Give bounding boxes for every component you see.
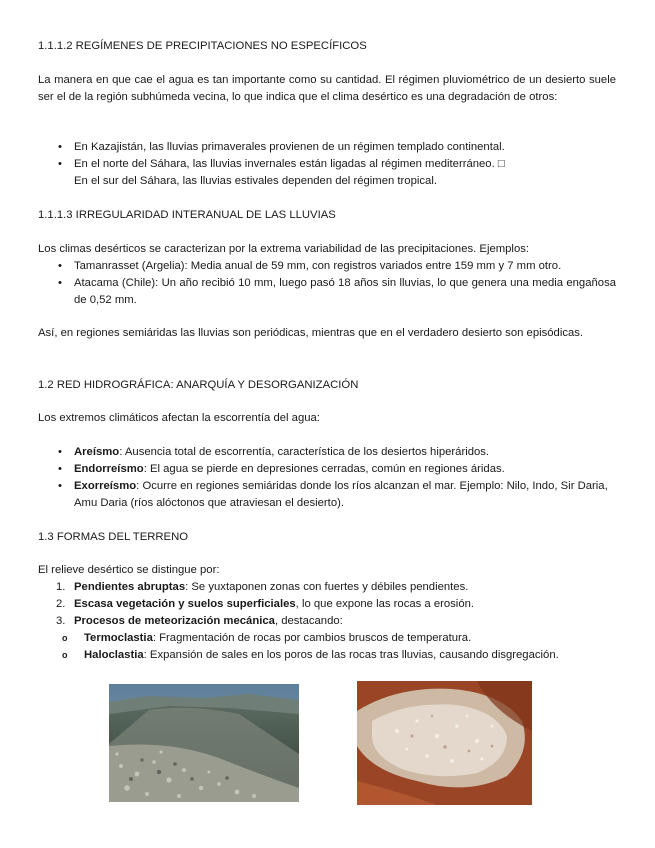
sub-bullet-marker: o [62, 650, 68, 660]
list-item-sur-sahara: En el sur del Sáhara, las lluvias estivales dependen del régimen tropical. [74, 175, 437, 187]
term-termoclastia: Termoclastia [84, 632, 153, 644]
desert-slope-photo [109, 684, 299, 802]
list-item-atacama: Atacama (Chile): Un año recibió 10 mm, luego pasó 18 años sin lluvias, lo que genera una media engañosa de 0,52 mm. [74, 277, 616, 306]
definition-text: : El agua se pierde en depresiones cerradas, común en regiones áridas. [143, 463, 505, 475]
list-item-exorreismo [74, 478, 616, 512]
definition-text: : Ausencia total de escorrentía, característica de los desiertos hiperáridos. [119, 446, 490, 458]
term-exorreismo: Exorreísmo [74, 480, 137, 492]
list-item-pendientes [74, 579, 616, 596]
list-item-norte-sahara: En el norte del Sáhara, las lluvias invernales están ligadas al régimen mediterráneo. □ [74, 158, 505, 170]
section-heading-1-3: 1.3 FORMAS DEL TERRENO [38, 531, 189, 543]
section-heading-1-1-1-2: 1.1.1.2 REGÍMENES DE PRECIPITACIONES NO ESPECÍFICOS [38, 40, 367, 52]
section-heading-1-1-1-3: 1.1.1.3 IRREGULARIDAD INTERANUAL DE LAS LLUVIAS [38, 209, 336, 221]
term-endorreismo: Endorreísmo [74, 463, 144, 475]
bullet-marker: • [58, 141, 62, 153]
list-number: 2. [56, 598, 66, 610]
section-heading-1-2: 1.2 RED HIDROGRÁFICA: ANARQUÍA Y DESORGANIZACIÓN [38, 379, 359, 391]
term-vegetacion: Escasa vegetación y suelos superficiales [74, 598, 296, 610]
paragraph-runoff-intro: Los extremos climáticos afectan la escorrentía del agua: [38, 412, 320, 424]
term-pendientes: Pendientes abruptas [74, 581, 186, 593]
sub-bullet-marker: o [62, 633, 68, 643]
term-areismo: Areísmo [74, 446, 120, 458]
list-item-meteorizacion [74, 613, 616, 630]
sub-item-haloclastia [84, 647, 624, 664]
list-item-kazajistan: En Kazajistán, las lluvias primaverales provienen de un régimen templado continental. [74, 141, 505, 153]
paragraph-precipitation-regimes: La manera en que cae el agua es tan importante como su cantidad. El régimen pluviométrico de un desierto suele ser el de la región subhúmeda vecina, lo que indica que el clima desértico es una degradación de otros: [38, 74, 616, 103]
sub-item-termoclastia [84, 630, 624, 647]
list-item-tamanrasset: Tamanrasset (Argelia): Media anual de 59 mm, con registros variados entre 159 mm y 7 mm otro. [74, 260, 562, 272]
term-haloclastia: Haloclastia [84, 649, 144, 661]
list-item-vegetacion [74, 596, 616, 613]
salt-crystals-photo [357, 681, 532, 805]
list-item-areismo [74, 444, 616, 461]
paragraph-relief-intro: El relieve desértico se distingue por: [38, 564, 220, 576]
definition-text: , destacando: [274, 615, 343, 627]
list-number: 1. [56, 581, 66, 593]
bullet-marker: • [58, 158, 62, 170]
list-number: 3. [56, 615, 66, 627]
definition-text: : Fragmentación de rocas por cambios bruscos de temperatura. [152, 632, 472, 644]
bullet-marker: • [58, 480, 62, 492]
paragraph-periodic-episodic: Así, en regiones semiáridas las lluvias son periódicas, mientras que en el verdadero desierto son episódicas. [38, 327, 584, 339]
term-meteorizacion: Procesos de meteorización mecánica [74, 615, 275, 627]
definition-text: , lo que expone las rocas a erosión. [295, 598, 475, 610]
bullet-marker: • [58, 260, 62, 272]
definition-text: : Ocurre en regiones semiáridas donde los ríos alcanzan el mar. Ejemplo: Nilo, Indo, Sir Daria, Amu Daria (ríos alóctonos que atraviesan el desierto). [74, 480, 608, 509]
bullet-marker: • [58, 463, 62, 475]
bullet-marker: • [58, 277, 62, 289]
bullet-marker: • [58, 446, 62, 458]
definition-text: : Se yuxtaponen zonas con fuertes y débiles pendientes. [185, 581, 469, 593]
paragraph-variability-intro: Los climas desérticos se caracterizan por la extrema variabilidad de las precipitaciones. Ejemplos: [38, 243, 530, 255]
list-item-endorreismo [74, 461, 616, 478]
definition-text: : Expansión de sales en los poros de las rocas tras lluvias, causando disgregación. [143, 649, 559, 661]
